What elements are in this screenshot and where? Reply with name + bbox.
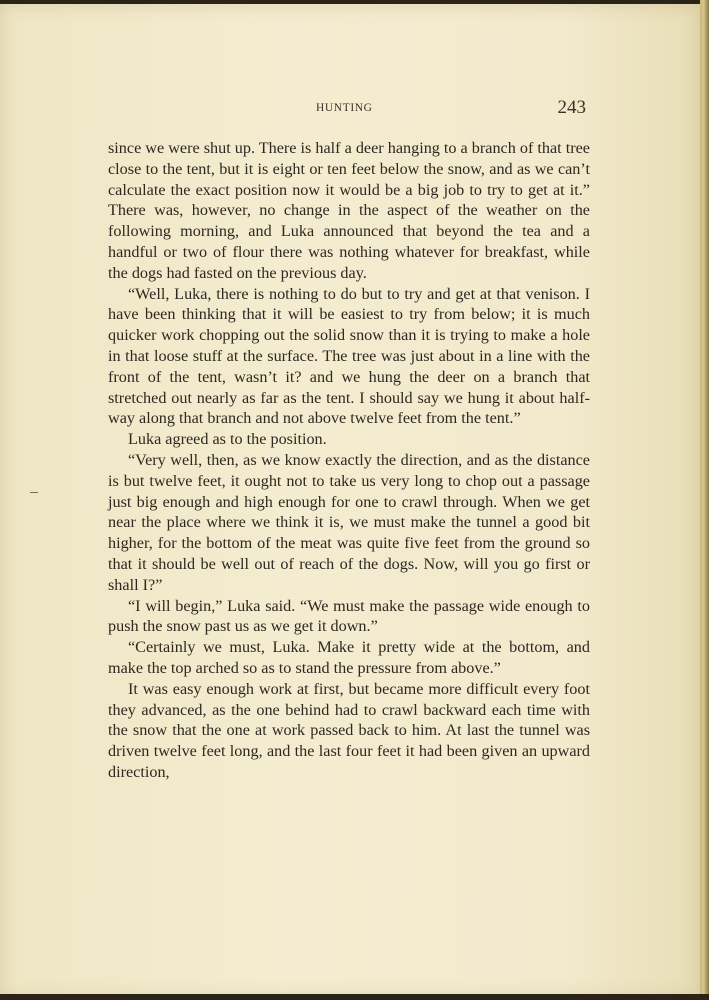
- paragraph: “I will begin,” Luka said. “We must make the passage wide enough to push the snow past us as we get it down.”: [108, 596, 590, 636]
- running-title: HUNTING: [316, 102, 373, 114]
- body-text: [108, 138, 590, 783]
- paragraph: since we were shut up. There is half a deer hanging to a branch of that tree close to the tent, but it is eight or ten feet below the snow, and as we can’t calculate the exact position now it would be a big job to try to get at it.” There was, however, no change in the aspect of the weather on the following morning, and Luka announced that beyond the tea and a handful or two of flour there was nothing whatever for breakfast, while the dogs had fasted on the previous day.: [108, 139, 590, 282]
- page-edge-bottom: [0, 994, 709, 1000]
- paragraph: It was easy enough work at first, but became more difficult every foot they advanced, as the one behind had to crawl backward each time with the snow that the one at work passed back to him. At last the tunnel was driven twelve feet long, and the last four feet it had been given an upward direction,: [108, 679, 590, 781]
- page-number: 243: [557, 97, 586, 118]
- paragraph: Luka agreed as to the position.: [128, 430, 327, 449]
- margin-mark: [30, 492, 38, 493]
- page-header: [108, 97, 590, 121]
- paragraph: “Very well, then, as we know exactly the direction, and as the distance is but twelve feet, it ought not to take us very long to chop out a passage just big enough and high enough for one to crawl through. When we get near the place where we think it is, we must make the tunnel a good bit higher, for the bottom of the meat was quite five feet from the ground so that it should be well out of reach of the dogs. Now, will you go first or shall I?”: [108, 450, 590, 594]
- paragraph: “Certainly we must, Luka. Make it pretty wide at the bottom, and make the top arched so as to stand the pressure from above.”: [108, 638, 590, 677]
- page-edge-right: [700, 0, 709, 1000]
- paragraph: “Well, Luka, there is nothing to do but to try and get at that venison. I have been thinking that it will be easiest to try from below; it is much quicker work chopping out the solid snow than it is trying to make a hole in that loose stuff at the surface. The tree was just about in a line with the front of the tent, wasn’t it? and we hung the deer on a branch that stretched out nearly as far as the tent. I should say we hung it about half-way along that branch and not above twelve feet from the tent.”: [108, 284, 590, 428]
